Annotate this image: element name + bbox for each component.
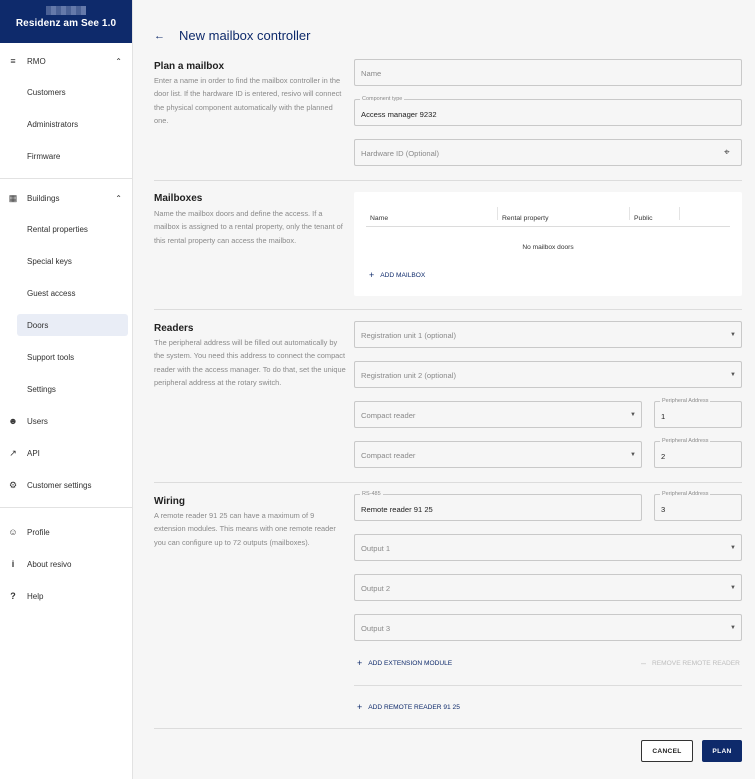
sidebar-item-label: Rental properties (27, 224, 88, 234)
peripheral-address-2-value: 2 (661, 452, 666, 461)
add-extension-module-button[interactable] (357, 658, 452, 668)
compact-reader-1-placeholder: Compact reader (361, 411, 416, 420)
sidebar-item-rmo[interactable] (0, 52, 132, 70)
sidebar-item-label: Special keys (27, 256, 72, 266)
add-extension-label: ADD EXTENSION MODULE (368, 660, 453, 667)
gear-icon: ⚙ (8, 479, 18, 490)
section-divider (154, 309, 742, 310)
registration-unit-1-placeholder: Registration unit 1 (optional) (361, 331, 456, 340)
sidebar-item-special-keys[interactable] (0, 245, 132, 277)
sidebar-item-firmware[interactable] (0, 140, 132, 172)
sidebar-item-label: Guest access (27, 288, 76, 298)
divider (0, 507, 132, 508)
mailboxes-section-description: Name the mailbox doors and define the access. If a mailbox is assigned to a rental property, only the tenant of this rental property can access the mailbox. (154, 209, 343, 245)
sidebar-item-label: Customer settings (27, 480, 92, 490)
dropdown-caret-icon: ▼ (730, 585, 736, 591)
sidebar-item-label: Settings (27, 384, 56, 394)
wiring-section-title: Wiring (154, 496, 186, 507)
brand-title: Residenz am See 1.0 (15, 18, 117, 29)
registration-unit-2-select[interactable] (354, 361, 742, 388)
output-3-select[interactable] (354, 614, 742, 641)
plus-icon: + (369, 270, 375, 280)
registration-unit-1-select[interactable] (354, 321, 742, 348)
peripheral-address-label: Peripheral Address (662, 438, 709, 444)
blurred-logo (46, 6, 86, 15)
dropdown-caret-icon: ▼ (730, 372, 736, 378)
chevron-up-icon[interactable]: ⌃ (115, 56, 122, 66)
sidebar-item-label: Help (27, 591, 44, 601)
sidebar-item-profile[interactable] (0, 516, 132, 548)
sidebar-item-rental-properties[interactable] (0, 213, 132, 245)
sidebar-item-label: Administrators (27, 119, 79, 129)
component-type-label: Component type (362, 96, 403, 102)
name-input[interactable] (354, 59, 742, 86)
mailboxes-table-card (354, 192, 742, 296)
dropdown-caret-icon: ▼ (730, 625, 736, 631)
sidebar-item-customers[interactable] (0, 76, 132, 108)
peripheral-address-1-field[interactable] (654, 398, 742, 428)
plan-section-title: Plan a mailbox (154, 61, 225, 72)
peripheral-address-label: Peripheral Address (662, 398, 709, 404)
add-mailbox-label: ADD MAILBOX (380, 272, 426, 279)
dropdown-caret-icon: ▼ (630, 412, 636, 418)
footer-divider (154, 728, 742, 729)
sidebar-item-customer-settings[interactable] (0, 469, 132, 501)
table-header (366, 205, 730, 227)
peripheral-address-1-value: 1 (661, 412, 666, 421)
plan-section-description: Enter a name in order to find the mailbox controller in the door list. If the hardware ID is entered, resivo will connect the physical component automatically with the planned one. (154, 76, 342, 126)
column-header-name[interactable]: Name (366, 207, 498, 220)
peripheral-address-3-field[interactable] (654, 491, 742, 521)
sidebar-item-buildings[interactable] (0, 189, 132, 207)
info-icon: i (11, 559, 15, 569)
compact-reader-2-placeholder: Compact reader (361, 451, 416, 460)
question-icon: ? (10, 591, 16, 601)
component-type-field[interactable] (354, 96, 742, 126)
output-1-select[interactable] (354, 534, 742, 561)
divider (0, 178, 132, 179)
link-icon: ↗ (9, 447, 17, 458)
rs485-value: Remote reader 91 25 (361, 505, 433, 514)
sidebar-item-label: Users (27, 416, 48, 426)
output-2-placeholder: Output 2 (361, 584, 391, 593)
hardware-id-placeholder: Hardware ID (Optional) (361, 149, 440, 158)
name-placeholder: Name (361, 69, 382, 78)
peripheral-address-2-field[interactable] (654, 438, 742, 468)
sidebar-item-label: Firmware (27, 151, 61, 161)
hardware-id-input[interactable] (354, 139, 742, 166)
output-2-select[interactable] (354, 574, 742, 601)
sidebar-item-doors[interactable] (17, 314, 128, 336)
peripheral-address-label: Peripheral Address (662, 491, 709, 497)
dropdown-caret-icon: ▼ (730, 332, 736, 338)
compact-reader-1-select[interactable] (354, 401, 642, 428)
readers-section-description: The peripheral address will be filled out automatically by the system. You need this address to connect the compact reader with the access manager. To do that, set the unique peripheral address at the rotary switch. (154, 338, 346, 388)
sidebar (0, 0, 133, 779)
dropdown-caret-icon: ▼ (730, 545, 736, 551)
sidebar-item-label: Profile (27, 527, 50, 537)
compact-reader-2-select[interactable] (354, 441, 642, 468)
sidebar-item-label: About resivo (27, 559, 72, 569)
column-header-public[interactable]: Public (630, 207, 680, 220)
section-divider (154, 180, 742, 181)
mailboxes-section-title: Mailboxes (154, 193, 203, 204)
add-remote-reader-button[interactable] (357, 702, 460, 712)
page-header (154, 28, 311, 43)
sidebar-item-label: API (27, 448, 40, 458)
remove-remote-reader-button[interactable] (641, 658, 740, 668)
remove-remote-label: REMOVE REMOTE READER (652, 660, 740, 667)
peripheral-address-3-value: 3 (661, 505, 666, 514)
brand-header[interactable] (0, 0, 132, 43)
dropdown-caret-icon: ▼ (630, 452, 636, 458)
building-icon: ▦ (8, 192, 18, 203)
sidebar-item-administrators[interactable] (0, 108, 132, 140)
section-divider (154, 482, 742, 483)
user-gear-icon: ☻ (8, 416, 18, 426)
rs485-label: RS-485 (362, 491, 381, 497)
add-mailbox-button[interactable] (369, 270, 425, 280)
sidebar-item-label: Doors (27, 320, 49, 330)
readers-section-title: Readers (154, 323, 194, 334)
page-title: New mailbox controller (179, 28, 311, 43)
sidebar-item-guest-access[interactable] (0, 277, 132, 309)
wiring-section-description: A remote reader 91 25 can have a maximum of 9 extension modules. This means with one remote reader you can configure up to 72 outputs (mailboxes). (154, 511, 336, 547)
output-3-placeholder: Output 3 (361, 624, 391, 633)
sidebar-item-label: Customers (27, 87, 66, 97)
cancel-button[interactable]: CANCEL (641, 740, 693, 762)
chevron-up-icon[interactable]: ⌃ (115, 193, 122, 203)
column-header-actions (680, 207, 730, 220)
sidebar-item-users[interactable] (0, 405, 132, 437)
sidebar-item-api[interactable] (0, 437, 132, 469)
plus-icon: + (357, 702, 363, 712)
empty-state-text: No mailbox doors (522, 244, 574, 251)
plan-button[interactable]: PLAN (702, 740, 742, 762)
sidebar-item-label: RMO (27, 56, 46, 66)
sidebar-item-help[interactable] (0, 580, 132, 612)
sidebar-item-label: Support tools (27, 352, 75, 362)
qr-scan-icon[interactable]: ⌖ (724, 147, 730, 158)
registration-unit-2-placeholder: Registration unit 2 (optional) (361, 371, 456, 380)
sidebar-item-settings[interactable] (0, 373, 132, 405)
back-arrow-icon[interactable]: ← (154, 29, 165, 42)
minus-icon: – (641, 658, 647, 668)
component-type-value: Access manager 9232 (361, 110, 437, 119)
user-icon: ☺ (8, 527, 18, 537)
rs485-field[interactable] (354, 491, 642, 521)
sidebar-item-support-tools[interactable] (0, 341, 132, 373)
building-columns-icon: ≡ (10, 56, 16, 66)
plus-icon: + (357, 658, 363, 668)
output-1-placeholder: Output 1 (361, 544, 391, 553)
add-remote-label: ADD REMOTE READER 91 25 (368, 704, 460, 711)
sidebar-item-label: Buildings (27, 193, 60, 203)
inner-divider (354, 685, 742, 686)
sidebar-item-about[interactable] (0, 548, 132, 580)
column-header-rental-property[interactable]: Rental property (498, 207, 630, 220)
